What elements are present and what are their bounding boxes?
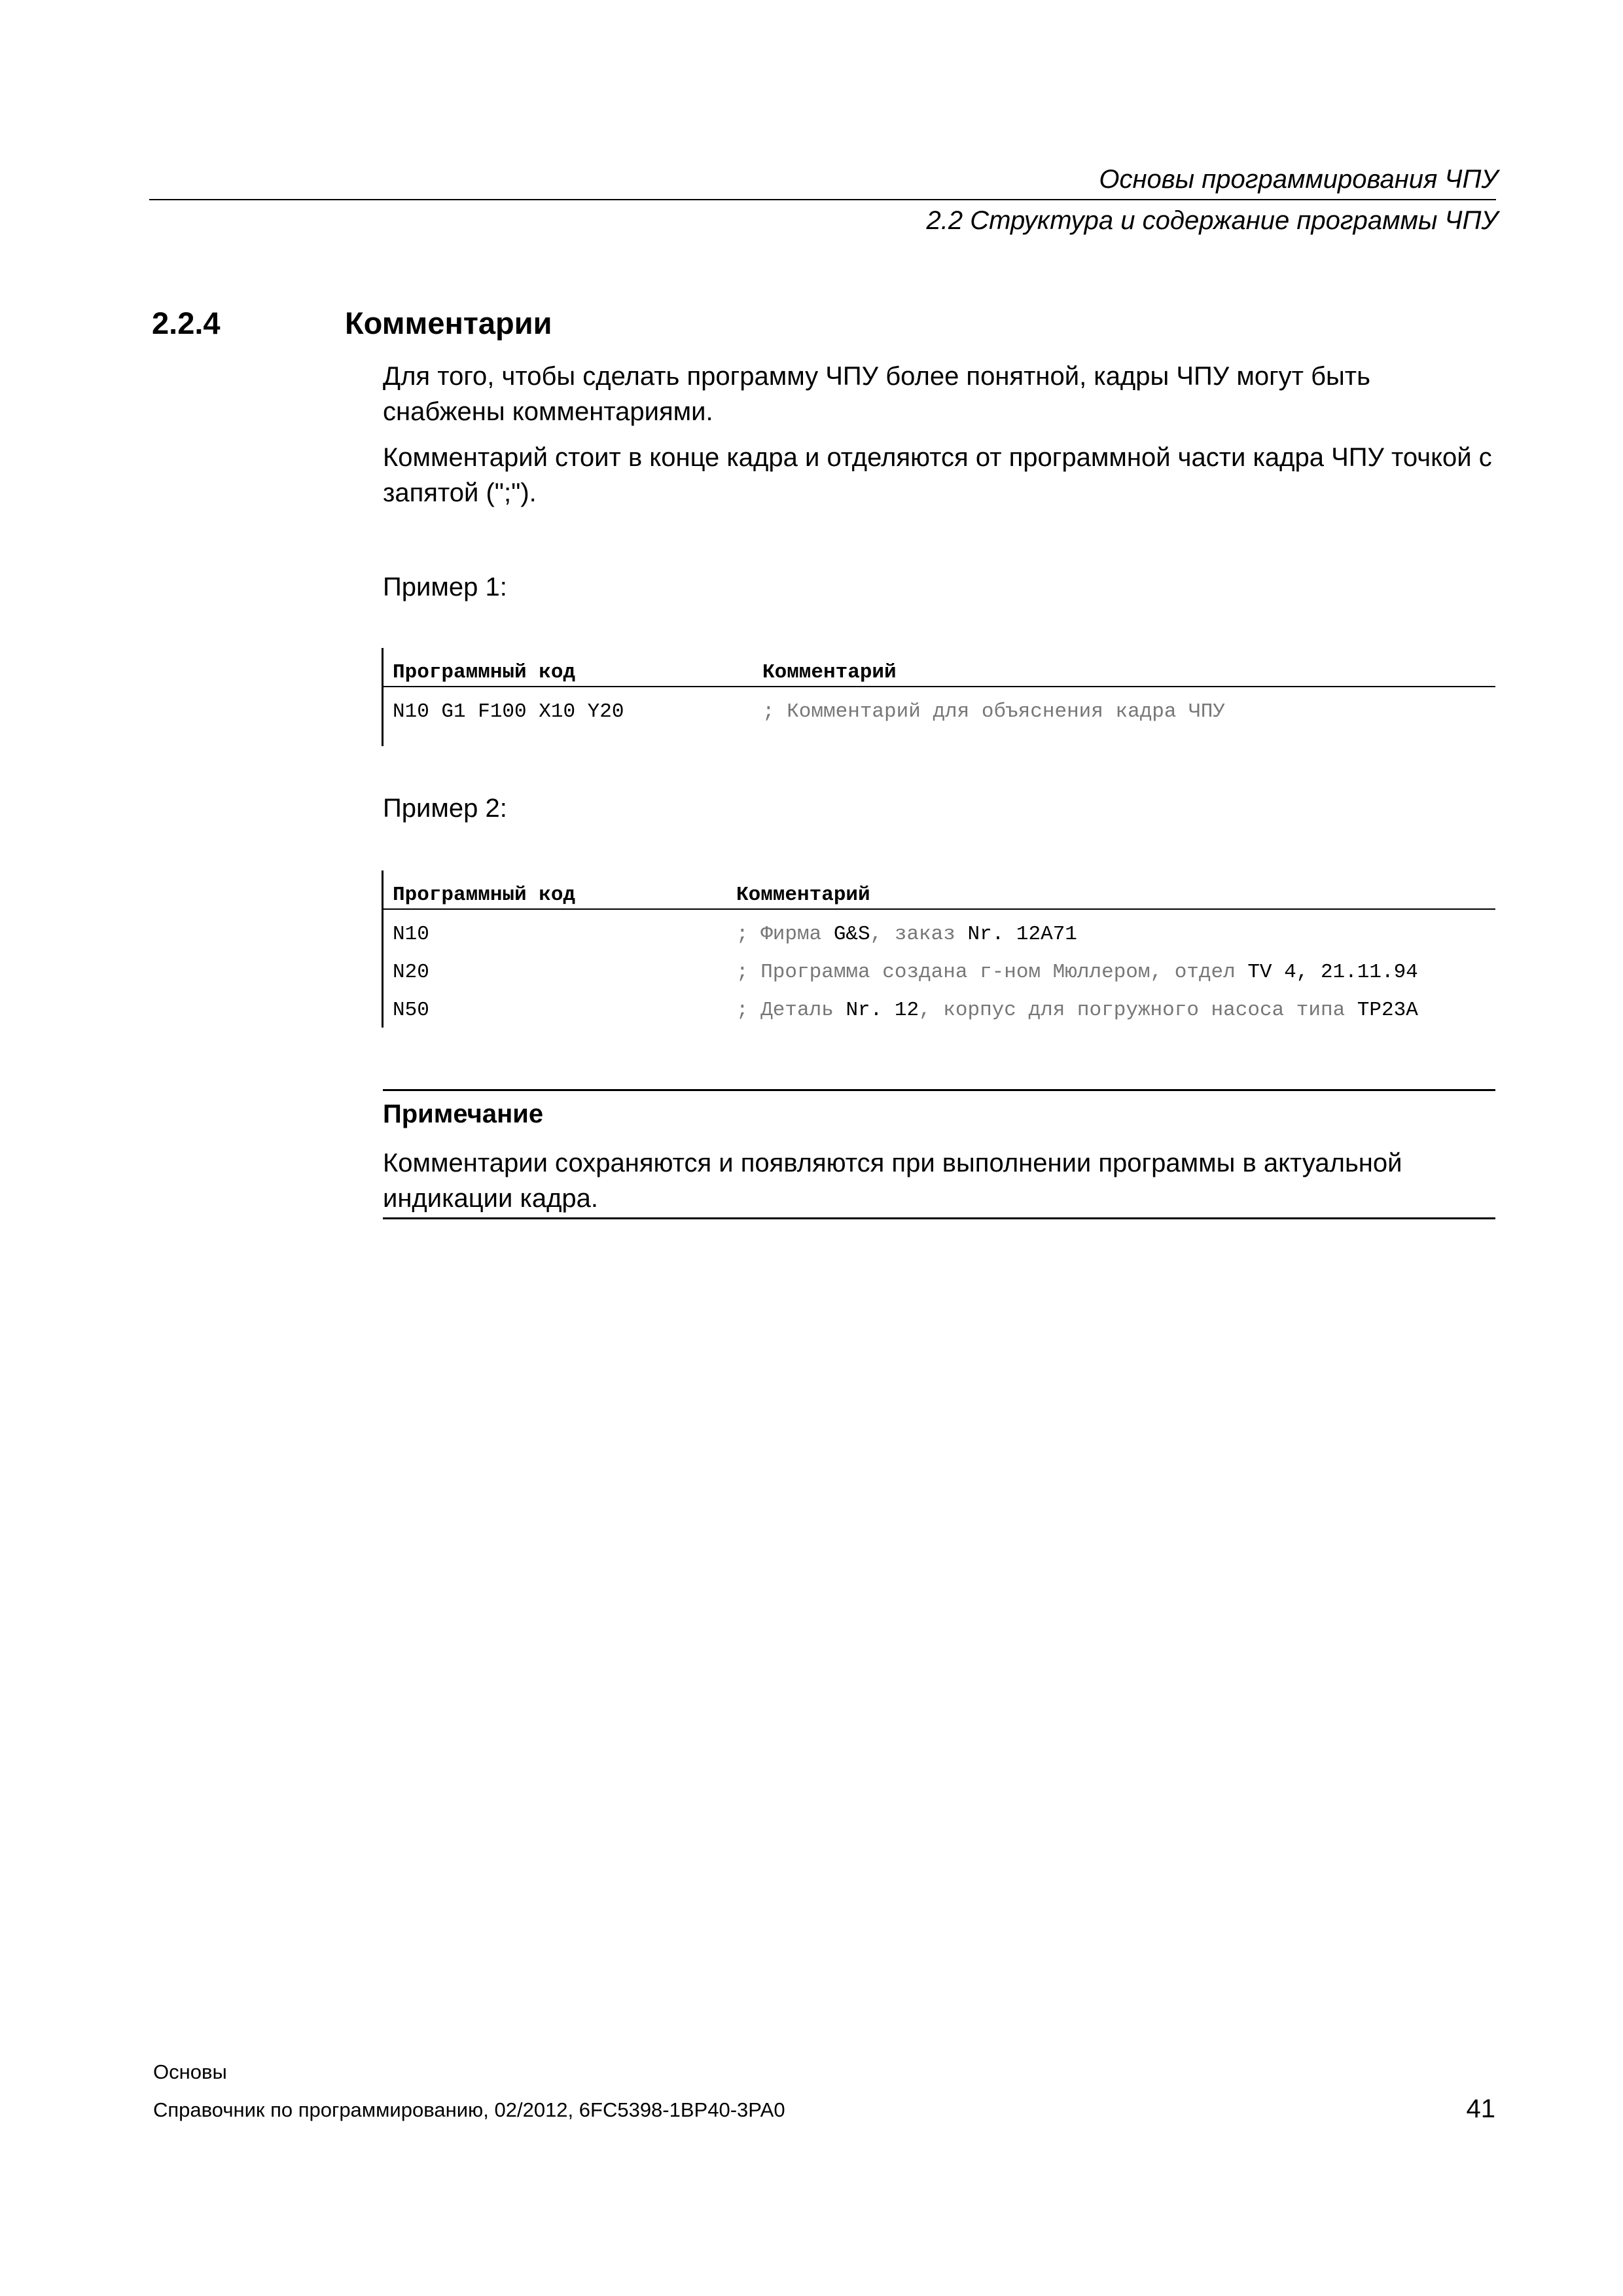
table-cell-code: N10 G1 F100 X10 Y20 [393,700,624,723]
example-1-table [382,648,1495,746]
table-header-rule [383,908,1495,910]
running-header-title: Основы программирования ЧПУ [1099,165,1498,194]
column-header-comment: Комментарий [762,661,897,684]
footer-book-title: Основы [153,2060,227,2083]
table-left-bar [382,870,383,1028]
comment-text: , корпус для погружного насоса типа [919,999,1357,1022]
comment-value: TV 4, 21.11.94 [1247,961,1418,984]
comment-value: Nr. 12 [846,999,919,1022]
table-left-bar [382,648,383,746]
example-2-table [382,870,1495,1028]
page-number: 41 [1466,2094,1495,2123]
header-divider [149,199,1496,200]
running-header-subtitle: 2.2 Структура и содержание программы ЧПУ [926,206,1498,235]
comment-text: ; Фирма [736,923,834,946]
section-title: Комментарии [345,306,552,340]
table-cell-code: N20 [393,961,429,984]
table-cell-comment [736,999,1418,1022]
note-title: Примечание [383,1100,544,1128]
table-cell-comment [736,923,1077,946]
comment-value: G&S [833,923,870,946]
column-header-comment: Комментарий [736,884,870,906]
column-header-code: Программный код [393,884,576,906]
note-bottom-rule [383,1217,1495,1219]
table-cell-comment: ; Комментарий для объяснения кадра ЧПУ [762,700,1225,723]
paragraph-intro: Для того, чтобы сделать программу ЧПУ более понятной, кадры ЧПУ могут быть снабжены комментариями. [383,362,1370,426]
table-header-rule [383,686,1495,687]
table-cell-code: N50 [393,999,429,1022]
table-cell-code: N10 [393,923,429,946]
paragraph-comment-position: Комментарий стоит в конце кадра и отделяются от программной части кадра ЧПУ точкой с запятой (";"). [383,443,1492,507]
comment-value: TP23A [1357,999,1418,1022]
comment-text: ; Деталь [736,999,846,1022]
comment-text: , заказ [870,923,968,946]
footer-doc-info: Справочник по программированию, 02/2012, 6FC5398-1BP40-3PA0 [153,2098,785,2121]
note-top-rule [383,1089,1495,1091]
example-1-label: Пример 1: [383,573,507,601]
comment-text: ; Программа создана г-ном Мюллером, отдел [736,961,1248,984]
example-2-label: Пример 2: [383,794,507,823]
column-header-code: Программный код [393,661,576,684]
comment-value: Nr. 12A71 [967,923,1077,946]
note-text: Комментарии сохраняются и появляются при выполнении программы в актуальной индикации кадра. [383,1149,1402,1213]
section-number: 2.2.4 [152,306,221,340]
table-cell-comment [736,961,1418,984]
